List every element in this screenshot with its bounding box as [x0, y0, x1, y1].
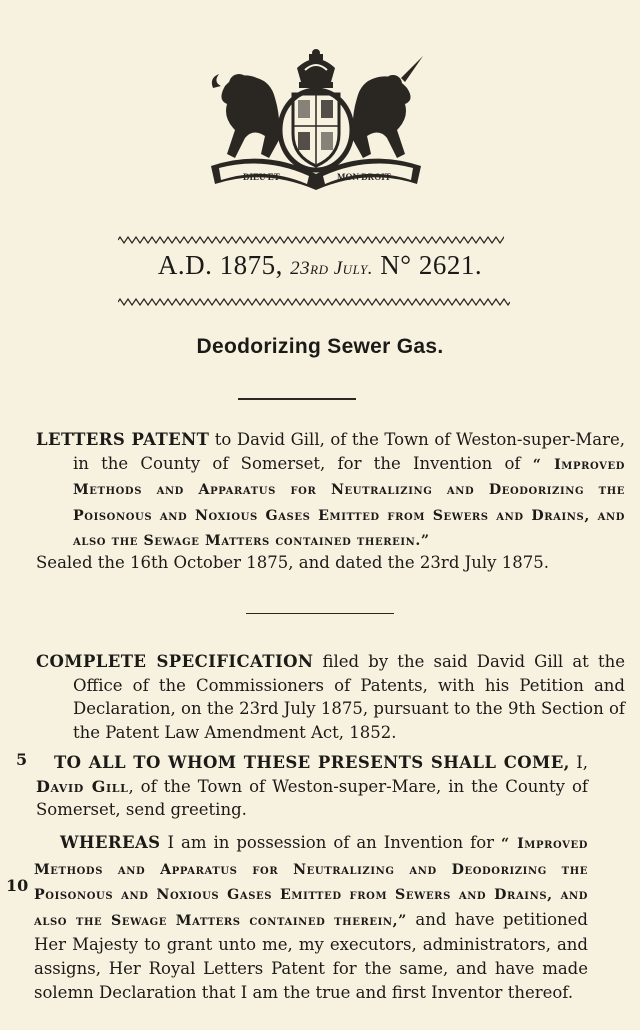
motto-right: MON DROIT	[337, 172, 391, 182]
specification-paragraph	[36, 650, 625, 744]
patent-header	[0, 250, 640, 281]
whereas-text: I am in possession of an Invention for	[160, 833, 502, 852]
greeting-text: I,	[569, 753, 588, 772]
wavy-rule-top	[118, 236, 504, 244]
royal-coat-of-arms-icon	[205, 48, 427, 194]
greeting-lead: TO ALL TO WHOM THESE PRESENTS SHALL COME,	[54, 753, 570, 772]
sealed-date-line: Sealed the 16th October 1875, and dated the 23rd July 1875.	[36, 553, 549, 572]
line-number-5: 5	[16, 750, 28, 769]
letters-patent-text: to David Gill, of the Town of Weston-super-Mare, in the County of Somerset, for the Invention of	[73, 430, 625, 473]
patent-number: N° 2621.	[380, 250, 483, 280]
specification-lead: COMPLETE SPECIFICATION	[36, 652, 314, 671]
motto-left: DIEU ET	[243, 172, 280, 182]
greeting-paragraph	[36, 751, 588, 822]
divider-rule	[238, 398, 356, 400]
letters-patent-lead: LETTERS PATENT	[36, 430, 210, 449]
patent-year: A.D. 1875,	[157, 250, 283, 280]
specification-text: filed by the said David Gill at the Office of the Commissioners of Patents, with his Petition and Declaration, on the 23rd July 1875, pursuant to the 9th Section of the Patent Law Amendment Act, 1852.	[73, 652, 626, 742]
greeting-rest: , of the Town of Weston-super-Mare, in the County of Somerset, send greeting.	[36, 776, 588, 820]
whereas-rest: and have petitioned Her Majesty to grant unto me, my executors, administrators, and assigns, Her Royal Letters Patent for the same, and have made solemn Declaration that I am the true and first Inventor thereof.	[34, 909, 588, 1002]
whereas-paragraph	[34, 831, 588, 1004]
line-number-10: 10	[6, 876, 29, 895]
divider-rule-2	[246, 613, 394, 614]
wavy-rule-bottom	[118, 298, 510, 306]
whereas-invention-title: “ Improved Methods and Apparatus for Neutralizing and Deodorizing the Poisonous and Noxious Gases Emitted from Sewers and Drains, and also the Sewage Matters contained therein,”	[34, 836, 588, 929]
letters-patent-paragraph	[36, 428, 625, 554]
invention-title: “ Improved Methods and Apparatus for Neutralizing and Deodorizing the Poisonous and Noxious Gases Emitted from Sewers and Drains, and also the Sewage Matters contained therein.”	[73, 456, 625, 550]
greeting-name: David Gill	[36, 776, 129, 796]
patent-date: 23rd July.	[290, 258, 374, 279]
patent-title: Deodorizing Sewer Gas.	[196, 335, 444, 358]
whereas-lead: WHEREAS	[60, 833, 161, 852]
